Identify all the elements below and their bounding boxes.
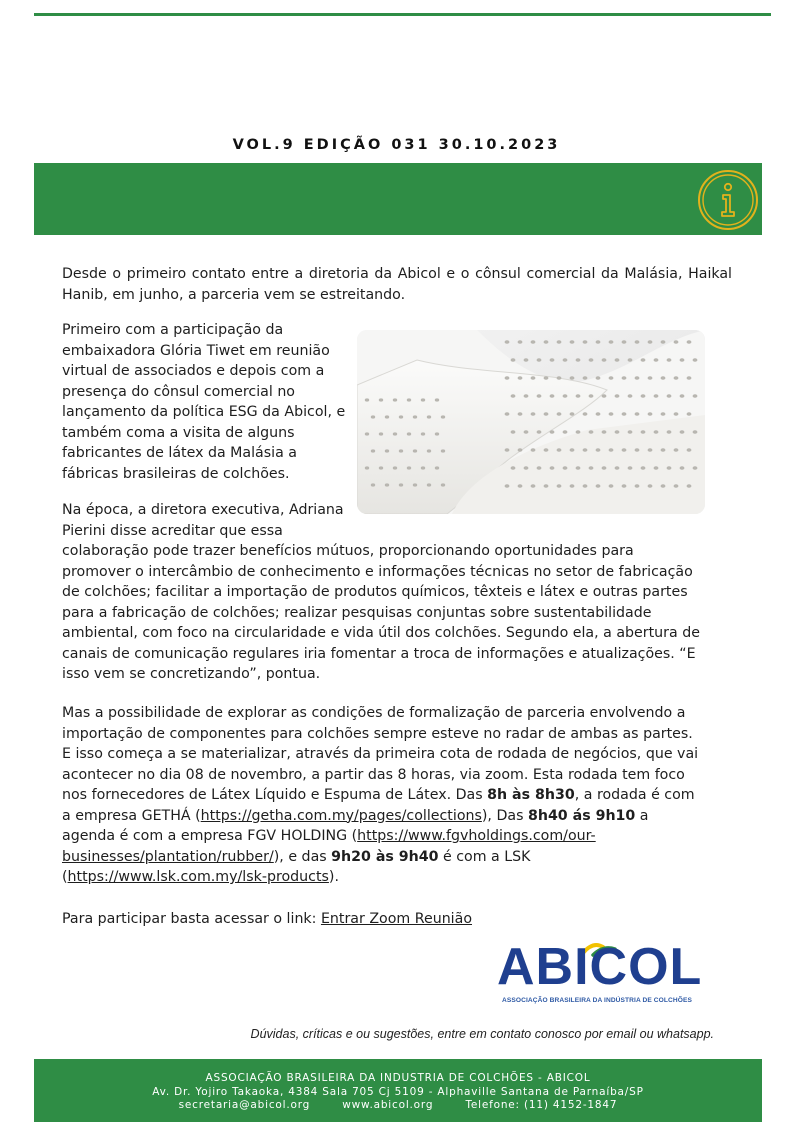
top-divider — [34, 13, 771, 16]
foam-hole — [693, 358, 698, 362]
foam-hole — [615, 394, 620, 398]
foam-hole — [654, 358, 659, 362]
edition-line: VOL.9 EDIÇÃO 031 30.10.2023 — [232, 137, 561, 153]
foam-hole — [544, 376, 549, 380]
foam-hole — [641, 358, 646, 362]
footer-contacts — [34, 1099, 762, 1113]
lsk-link[interactable]: https://www.lsk.com.my/lsk-products — [67, 869, 329, 885]
foam-hole — [570, 448, 575, 452]
foam-hole — [435, 398, 439, 401]
text-span: ), e das — [273, 848, 332, 865]
foam-hole — [544, 484, 549, 488]
foam-hole — [654, 394, 659, 398]
foam-hole — [563, 466, 568, 470]
foam-hole — [379, 432, 383, 435]
foam-hole — [596, 484, 601, 488]
foam-hole — [648, 448, 653, 452]
foam-hole — [421, 398, 425, 401]
foam-hole — [609, 484, 614, 488]
foam-hole — [537, 358, 542, 362]
foam-hole — [511, 430, 516, 434]
foam-hole — [524, 430, 529, 434]
second-paragraph-continuation: colaboração pode trazer benefícios mútuos, proporcionando oportunidades para promover o intercâmbio de conhecimento e informações técnicas no setor de fabricação de colchões; facilitar a importação de produtos químicos, têxteis e látex e outras partes para a fabricação de colchões; realizar pesquisas conjuntas sobre sustentabilidade ambiental, com foco na circularidade e vida útil dos colchões. Segundo ela, a abertura de canais de comunicação regulares iria fomentar a troca de informações e atualizações. “E isso vem se concretizando”, pontua. — [62, 543, 700, 682]
foam-hole — [421, 432, 425, 435]
foam-hole — [413, 449, 417, 452]
foam-hole — [602, 394, 607, 398]
foam-hole — [505, 340, 510, 344]
foam-hole — [550, 430, 555, 434]
foam-hole — [518, 448, 523, 452]
foam-hole — [622, 484, 627, 488]
foam-hole — [589, 358, 594, 362]
foam-hole — [518, 412, 523, 416]
business-round-paragraph — [62, 703, 702, 888]
foam-hole — [654, 466, 659, 470]
time-slot-3: 9h20 às 9h40 — [331, 848, 439, 865]
foam-hole — [531, 484, 536, 488]
foam-hole — [674, 376, 679, 380]
foam-hole — [622, 340, 627, 344]
contact-note: Dúvidas, críticas e ou sugestões, entre em contato conosco por email ou whatsapp. — [250, 1027, 714, 1041]
foam-hole — [596, 412, 601, 416]
foam-hole — [628, 430, 633, 434]
zoom-paragraph — [62, 909, 732, 930]
foam-hole — [596, 340, 601, 344]
foam-hole — [583, 448, 588, 452]
foam-hole — [441, 449, 445, 452]
foam-hole — [693, 466, 698, 470]
foam-hole — [371, 415, 375, 418]
foam-hole — [622, 376, 627, 380]
second-paragraph-start: Na época, a diretora executiva, Adriana Pierini disse acreditar que essa — [62, 502, 344, 539]
footer-address: Av. Dr. Yojiro Takaoka, 4384 Sala 705 Cj 5109 - Alphaville Santana de Parnaíba/SP — [152, 1085, 644, 1098]
foam-hole — [531, 448, 536, 452]
text-span: ), Das — [481, 807, 528, 824]
foam-hole — [537, 430, 542, 434]
foam-hole — [557, 376, 562, 380]
foam-hole — [609, 340, 614, 344]
foam-hole — [550, 358, 555, 362]
foam-hole — [505, 484, 510, 488]
foam-hole — [641, 394, 646, 398]
latex-mattress-image — [357, 330, 705, 514]
foam-hole — [693, 430, 698, 434]
text-span: ). — [328, 869, 339, 885]
foam-hole — [557, 484, 562, 488]
foam-hole — [385, 483, 389, 486]
foam-hole — [427, 483, 431, 486]
foam-hole — [661, 340, 666, 344]
footer-org: ASSOCIAÇÃO BRASILEIRA DA INDUSTRIA DE COLCHÕES - ABICOL — [205, 1072, 591, 1084]
text-span: é com a LSK ( — [62, 848, 531, 885]
foam-hole — [674, 412, 679, 416]
foam-hole — [628, 358, 633, 362]
logo-subtitle: ASSOCIAÇÃO BRASILEIRA DA INDÚSTRIA DE COLCHÕES — [502, 997, 692, 1004]
foam-hole — [531, 340, 536, 344]
foam-hole — [648, 340, 653, 344]
foam-hole — [531, 376, 536, 380]
zoom-meeting-link[interactable]: Entrar Zoom Reunião — [320, 911, 472, 927]
foam-hole — [379, 398, 383, 401]
foam-hole — [680, 358, 685, 362]
foam-hole — [518, 376, 523, 380]
foam-hole — [544, 412, 549, 416]
foam-hole — [576, 358, 581, 362]
foam-hole — [602, 358, 607, 362]
text-span: Mas a possibilidade de explorar as condições de formalização de parceria envolvendo a importação de componentes para colchões sempre esteve no radar de ambas as partes. E isso começa a se materializar, através da primeira cota de rodada de negócios, que vai acontecer no dia 08 de novembro, a partir das 8 horas, via zoom. Esta rodada tem foco nos fornecedores de Látex Líquido e Espuma de Látex. Das — [62, 705, 699, 803]
foam-hole — [570, 412, 575, 416]
foam-hole — [557, 340, 562, 344]
foam-hole — [576, 430, 581, 434]
foam-hole — [680, 466, 685, 470]
foam-hole — [635, 376, 640, 380]
foam-hole — [399, 483, 403, 486]
foam-hole — [648, 376, 653, 380]
foam-hole — [687, 376, 692, 380]
foam-hole — [628, 466, 633, 470]
foam-hole — [654, 430, 659, 434]
foam-hole — [371, 449, 375, 452]
foam-hole — [550, 394, 555, 398]
footer-phone: Telefone: (11) 4152-1847 — [465, 1099, 618, 1111]
logo-wordmark: ABICOL — [497, 938, 703, 996]
foam-hole — [602, 430, 607, 434]
foam-hole — [583, 376, 588, 380]
foam-hole — [667, 430, 672, 434]
foam-hole — [371, 483, 375, 486]
foam-hole — [622, 448, 627, 452]
foam-hole — [427, 415, 431, 418]
foam-hole — [407, 466, 411, 469]
foam-hole — [661, 448, 666, 452]
foam-hole — [441, 483, 445, 486]
foam-hole — [609, 448, 614, 452]
foam-hole — [693, 394, 698, 398]
foam-hole — [583, 340, 588, 344]
fgv-link[interactable]: https://www.fgvholdings.com/our-businesses/plantation/rubber/ — [62, 828, 596, 865]
foam-hole — [687, 412, 692, 416]
foam-hole — [518, 340, 523, 344]
foam-hole — [609, 376, 614, 380]
foam-hole — [635, 484, 640, 488]
foam-hole — [615, 430, 620, 434]
foam-hole — [524, 394, 529, 398]
foam-hole — [537, 394, 542, 398]
foam-hole — [393, 466, 397, 469]
foam-hole — [421, 466, 425, 469]
foam-hole — [596, 376, 601, 380]
header-band — [34, 163, 762, 235]
first-paragraph: Primeiro com a participação da embaixadora Glória Tiwet em reunião virtual de associados e depois com a presença do cônsul comercial no lançamento da política ESG da Abicol, e também coma a visita de alguns fabricantes de látex da Malásia a fábricas brasileiras de colchões. — [62, 322, 346, 482]
foam-hole — [667, 358, 672, 362]
foam-hole — [563, 358, 568, 362]
foam-hole — [563, 430, 568, 434]
foam-hole — [641, 466, 646, 470]
foam-hole — [635, 340, 640, 344]
time-slot-1: 8h às 8h30 — [487, 787, 575, 803]
foam-hole — [393, 432, 397, 435]
foam-hole — [687, 448, 692, 452]
getha-link[interactable]: https://getha.com.my/pages/collections — [200, 807, 482, 824]
foam-hole — [399, 415, 403, 418]
footer-site[interactable]: www.abicol.org — [342, 1099, 434, 1111]
foam-hole — [435, 466, 439, 469]
foam-hole — [667, 466, 672, 470]
foam-hole — [641, 430, 646, 434]
foam-hole — [531, 412, 536, 416]
foam-hole — [413, 415, 417, 418]
foam-hole — [557, 412, 562, 416]
foam-hole — [563, 394, 568, 398]
foam-hole — [550, 466, 555, 470]
foam-hole — [609, 412, 614, 416]
foam-hole — [667, 394, 672, 398]
foam-hole — [518, 484, 523, 488]
foam-hole — [674, 448, 679, 452]
foam-hole — [365, 398, 369, 401]
foam-hole — [393, 398, 397, 401]
foam-hole — [674, 340, 679, 344]
text-span: , a rodada é com a empresa GETHÁ ( — [62, 787, 695, 824]
foam-hole — [505, 448, 510, 452]
foam-hole — [557, 448, 562, 452]
foam-hole — [570, 340, 575, 344]
foam-hole — [589, 394, 594, 398]
time-slot-2: 8h40 ás 9h10 — [527, 807, 636, 824]
foam-hole — [687, 484, 692, 488]
footer-email[interactable]: secretaria@abicol.org — [178, 1099, 311, 1111]
foam-hole — [680, 394, 685, 398]
foam-hole — [385, 449, 389, 452]
foam-hole — [680, 430, 685, 434]
text-span: a agenda é com a empresa FGV HOLDING ( — [62, 807, 649, 844]
foam-hole — [511, 466, 516, 470]
foam-hole — [615, 466, 620, 470]
foam-hole — [511, 394, 516, 398]
foam-hole — [399, 449, 403, 452]
foam-hole — [570, 484, 575, 488]
foam-hole — [615, 358, 620, 362]
foam-hole — [628, 394, 633, 398]
foam-hole — [648, 484, 653, 488]
foam-hole — [687, 340, 692, 344]
foam-hole — [365, 466, 369, 469]
foam-hole — [524, 466, 529, 470]
foam-hole — [544, 340, 549, 344]
foam-hole — [407, 432, 411, 435]
foam-hole — [661, 412, 666, 416]
foam-hole — [537, 466, 542, 470]
foam-hole — [505, 412, 510, 416]
foam-hole — [589, 466, 594, 470]
foam-hole — [385, 415, 389, 418]
foam-hole — [365, 432, 369, 435]
foam-hole — [661, 484, 666, 488]
foam-hole — [407, 398, 411, 401]
foam-hole — [570, 376, 575, 380]
foam-hole — [648, 412, 653, 416]
zoom-intro-text: Para participar basta acessar o link: — [62, 911, 321, 927]
foam-hole — [505, 376, 510, 380]
info-icon — [696, 168, 760, 232]
foam-hole — [413, 483, 417, 486]
foam-hole — [379, 466, 383, 469]
foam-hole — [635, 448, 640, 452]
foam-hole — [589, 430, 594, 434]
foam-hole — [435, 432, 439, 435]
foam-hole — [427, 449, 431, 452]
foam-hole — [576, 466, 581, 470]
foam-hole — [576, 394, 581, 398]
foam-hole — [602, 466, 607, 470]
foam-hole — [441, 415, 445, 418]
foam-hole — [596, 448, 601, 452]
foam-hole — [674, 484, 679, 488]
foam-hole — [511, 358, 516, 362]
intro-paragraph: Desde o primeiro contato entre a diretoria da Abicol e o cônsul comercial da Malásia, Haikal Hanib, em junho, a parceria vem se estreitando. — [62, 266, 732, 303]
foam-hole — [583, 412, 588, 416]
foam-hole — [544, 448, 549, 452]
foam-hole — [622, 412, 627, 416]
foam-hole — [524, 358, 529, 362]
footer-band — [34, 1059, 762, 1122]
foam-hole — [635, 412, 640, 416]
foam-hole — [583, 484, 588, 488]
foam-hole — [661, 376, 666, 380]
abicol-logo — [497, 938, 722, 1007]
